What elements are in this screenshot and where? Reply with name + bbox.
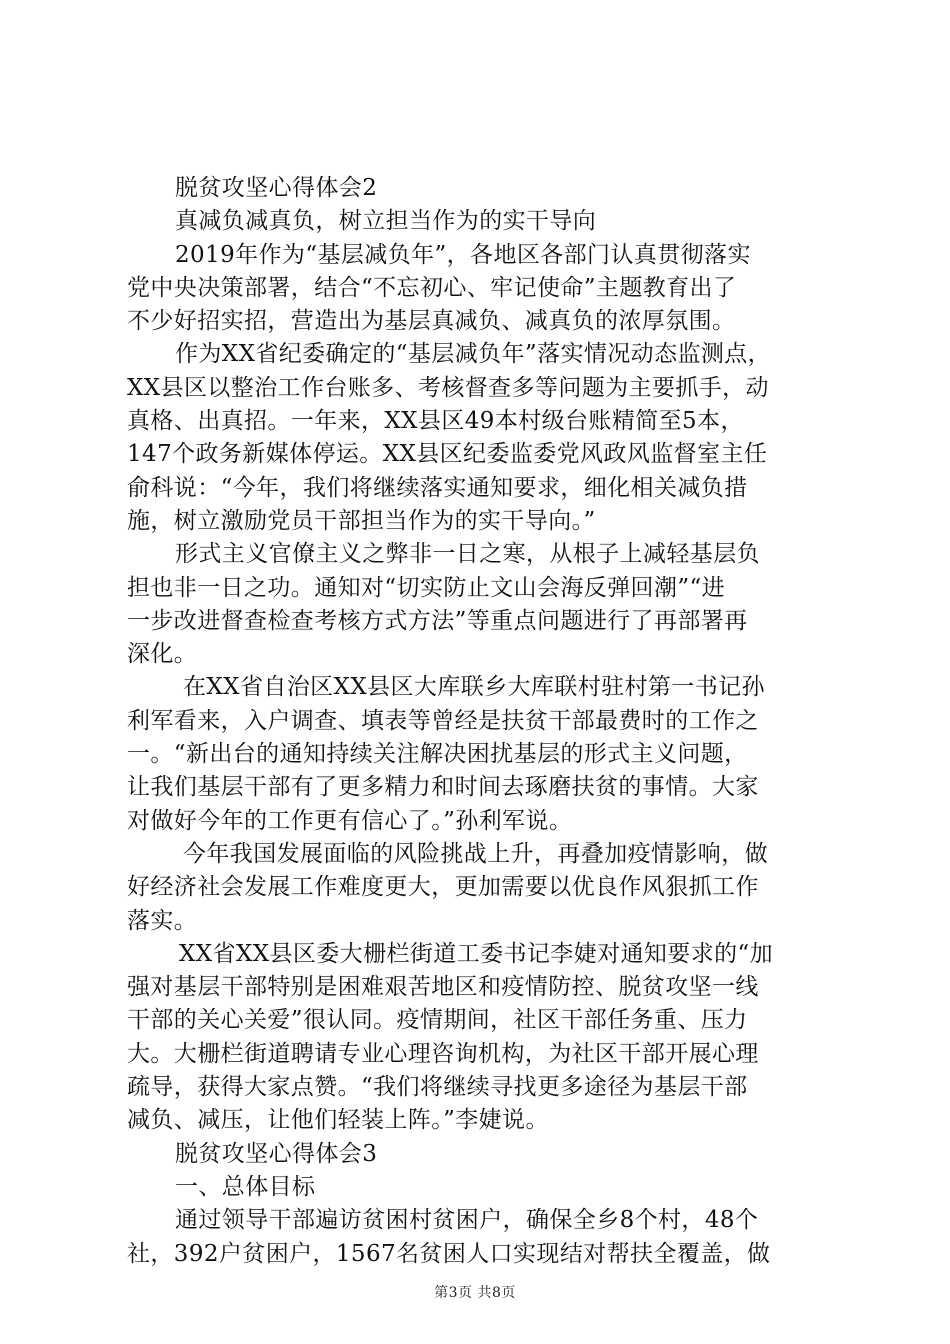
text-line: 干部的关心关爱”很认同。疫情期间，社区干部任务重、压力 — [127, 1007, 748, 1034]
text-line: XX县区以整治工作台账多、考核督查多等问题为主要抓手，动 — [127, 374, 769, 401]
text-line: 一步改进督查检查考核方式方法”等重点问题进行了再部署再 — [127, 607, 748, 634]
text-line: 减负、减压，让他们轻装上阵。”李婕说。 — [127, 1107, 549, 1134]
text-line: 俞科说：“今年，我们将继续落实通知要求，细化相关减负措 — [127, 474, 748, 501]
text-line: 落实。 — [127, 907, 198, 934]
text-line: 强对基层干部特别是困难艰苦地区和疫情防控、脱贫攻坚一线 — [127, 974, 759, 1001]
text-line: 深化。 — [127, 641, 198, 668]
subsection-heading: 一、总体目标 — [175, 1173, 316, 1200]
text-line: 大。大栅栏街道聘请专业心理咨询机构，为社区干部开展心理 — [127, 1040, 759, 1067]
text-line: 利军看来，入户调查、填表等曾经是扶贫干部最费时的工作之 — [127, 707, 759, 734]
section-heading: 脱贫攻坚心得体会2 — [175, 175, 378, 201]
text-line: 担也非一日之功。通知对“切实防止文山会海反弹回潮”“进 — [127, 574, 726, 601]
text-line: 今年我国发展面临的风险挑战上升，再叠加疫情影响，做 — [183, 840, 768, 867]
text-line: 一。“新出台的通知持续关注解决困扰基层的形式主义问题， — [127, 741, 748, 768]
text-line: 施，树立激励党员干部担当作为的实干导向。” — [127, 507, 596, 534]
text-line: 让我们基层干部有了更多精力和时间去琢磨扶贫的事情。大家 — [127, 774, 759, 801]
text-line: 真格、出真招。一年来，XX县区49本村级台账精简至5本， — [127, 408, 744, 435]
text-line: 疏导，获得大家点赞。“我们将继续寻找更多途径为基层干部 — [127, 1074, 748, 1101]
section-heading: 脱贫攻坚心得体会3 — [175, 1140, 378, 1167]
text-line: 社，392户贫困户，1567名贫困人口实现结对帮扶全覆盖，做 — [127, 1240, 771, 1267]
text-line: 在XX省自治区XX县区大库联乡大库联村驻村第一书记孙 — [183, 674, 765, 701]
text-line: XX省XX县区委大栅栏街道工委书记李婕对通知要求的“加 — [179, 940, 774, 967]
document-body — [127, 172, 827, 1271]
text-line: 好经济社会发展工作难度更大，更加需要以优良作风狠抓工作 — [127, 874, 759, 901]
text-line: 对做好今年的工作更有信心了。”孙利军说。 — [127, 807, 573, 834]
text-line: 形式主义官僚主义之弊非一日之寒，从根子上减轻基层负 — [175, 541, 760, 568]
text-line: 作为XX省纪委确定的“基层减负年”落实情况动态监测点， — [175, 341, 772, 368]
text-line: 2019年作为“基层减负年”，各地区各部门认真贯彻落实 — [175, 241, 751, 268]
article-title: 真减负减真负，树立担当作为的实干导向 — [175, 208, 597, 235]
text-line: 147个政务新媒体停运。XX县区纪委监委党风政风监督室主任 — [127, 441, 768, 468]
text-line: 通过领导干部遍访贫困村贫困户，确保全乡8个村，48个 — [175, 1207, 759, 1234]
text-line: 党中央决策部署，结合“不忘初心、牢记使命”主题教育出了 — [127, 274, 737, 301]
page-footer: 第3页 共8页 — [434, 1285, 516, 1301]
text-line: 不少好招实招，营造出为基层真减负、减真负的浓厚氛围。 — [127, 308, 736, 335]
